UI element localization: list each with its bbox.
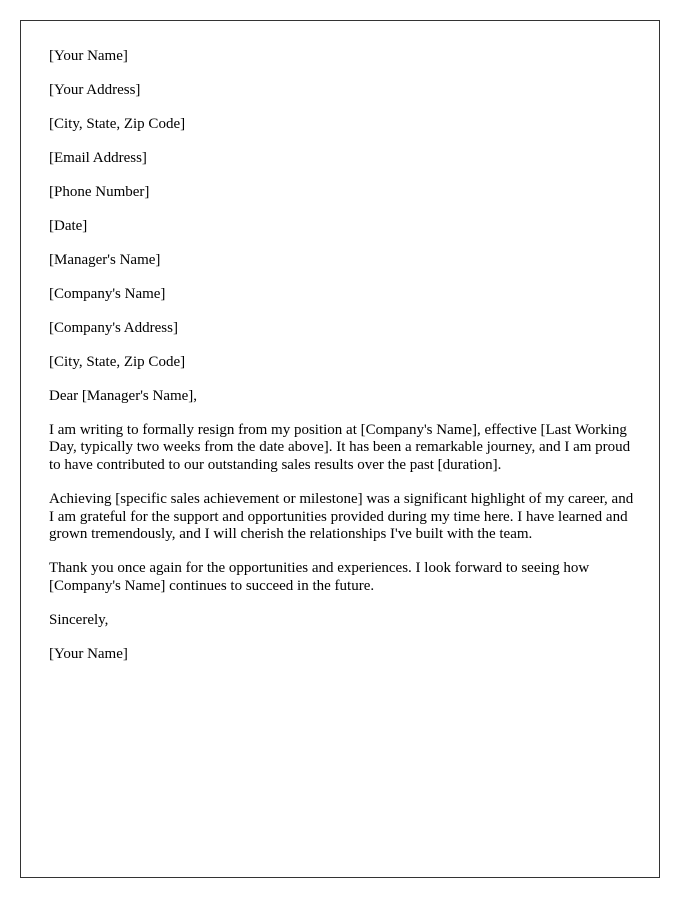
recipient-manager-name: [Manager's Name] bbox=[49, 251, 161, 268]
signature: [Your Name] bbox=[49, 645, 128, 662]
sender-address: [Your Address] bbox=[49, 81, 141, 98]
letter-content bbox=[49, 48, 637, 680]
recipient-city-state-zip: [City, State, Zip Code] bbox=[49, 353, 186, 370]
sender-city-state-zip: [City, State, Zip Code] bbox=[49, 115, 186, 132]
closing: Sincerely, bbox=[49, 611, 109, 628]
recipient-company-address: [Company's Address] bbox=[49, 319, 178, 336]
body-paragraph-3: Thank you once again for the opportunities and experiences. I look forward to seeing how [Company's Name] continues to succeed in the future. bbox=[49, 560, 590, 594]
salutation: Dear [Manager's Name], bbox=[49, 387, 198, 404]
recipient-company-name: [Company's Name] bbox=[49, 285, 166, 302]
sender-email: [Email Address] bbox=[49, 149, 147, 166]
sender-phone: [Phone Number] bbox=[49, 183, 150, 200]
body-paragraph-1: I am writing to formally resign from my position at [Company's Name], effective [Last Working Day, typically two weeks from the date above]. It has been a remarkable journey, and I am proud to have contributed to our outstanding sales results over the past [duration]. bbox=[49, 421, 631, 474]
letter-page bbox=[20, 20, 660, 878]
letter-date: [Date] bbox=[49, 217, 88, 234]
body-paragraph-2: Achieving [specific sales achievement or milestone] was a significant highlight of my career, and I am grateful for the support and opportunities provided during my time here. I have learned and grown tremendously, and I will cherish the relationships I've built with the team. bbox=[49, 491, 634, 543]
sender-name: [Your Name] bbox=[49, 48, 128, 64]
